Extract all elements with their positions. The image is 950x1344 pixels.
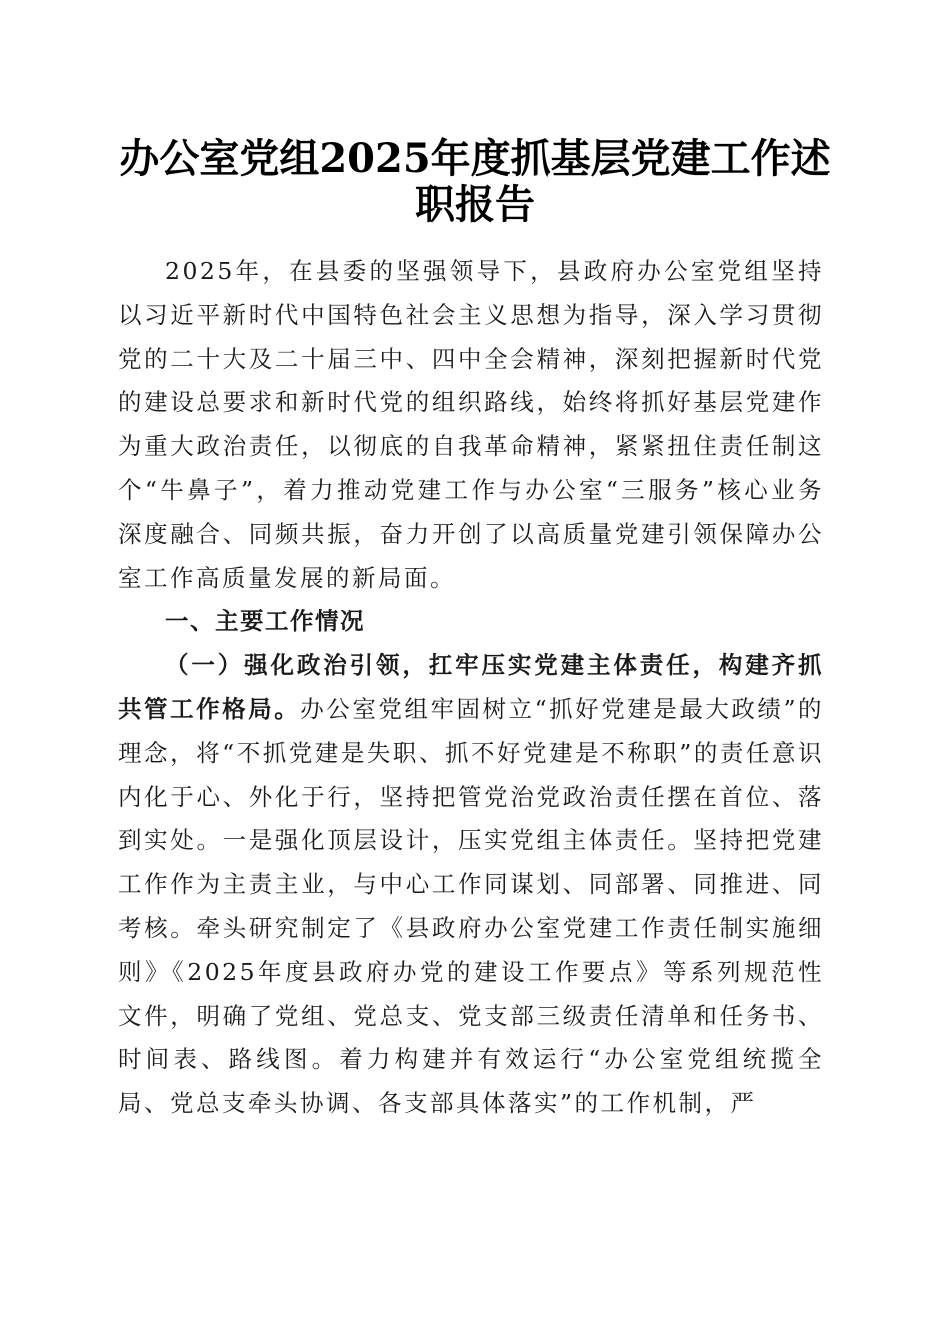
document-title: 办公室党组2025年度抓基层党建工作述职报告 (119, 135, 831, 228)
subsection-paragraph (118, 644, 824, 1126)
subsection-heading: （一）强化政治引领，扛牢压实党建主体责任，构建齐抓共管工作格局。 (118, 651, 824, 723)
section-heading: 一、主要工作情况 (165, 607, 365, 636)
document-body (118, 250, 824, 1126)
subsection-body: 办公室党组牢固树立“抓好党建是最大政绩”的理念，将“不抓党建是失职、抓不好党建是不称职”的责任意识内化于心、外化于行，坚持把管党治党政治责任摆在首位、落到实处。一是强化顶层设计，压实党组主体责任。坚持把党建工作作为主责主业，与中心工作同谋划、同部署、同推进、同考核。牵头研究制定了《县政府办公室党建工作责任制实施细则》《2025年度县政府办党的建设工作要点》等系列规范性文件，明确了党组、党总支、党支部三级责任清单和任务书、时间表、路线图。着力构建并有效运行“办公室党组统揽全局、党总支牵头协调、各支部具体落实”的工作机制，严 (118, 694, 825, 1118)
intro-paragraph: 2025年，在县委的坚强领导下，县政府办公室党组坚持以习近平新时代中国特色社会主义思想为指导，深入学习贯彻党的二十大及二十届三中、四中全会精神，深刻把握新时代党的建设总要求和新时代党的组织路线，始终将抓好基层党建作为重大政治责任，以彻底的自我革命精神，紧紧扭住责任制这个“牛鼻子”，着力推动党建工作与办公室“三服务”核心业务深度融合、同频共振，奋力开创了以高质量党建引领保障办公室工作高质量发展的新局面。 (118, 257, 824, 592)
